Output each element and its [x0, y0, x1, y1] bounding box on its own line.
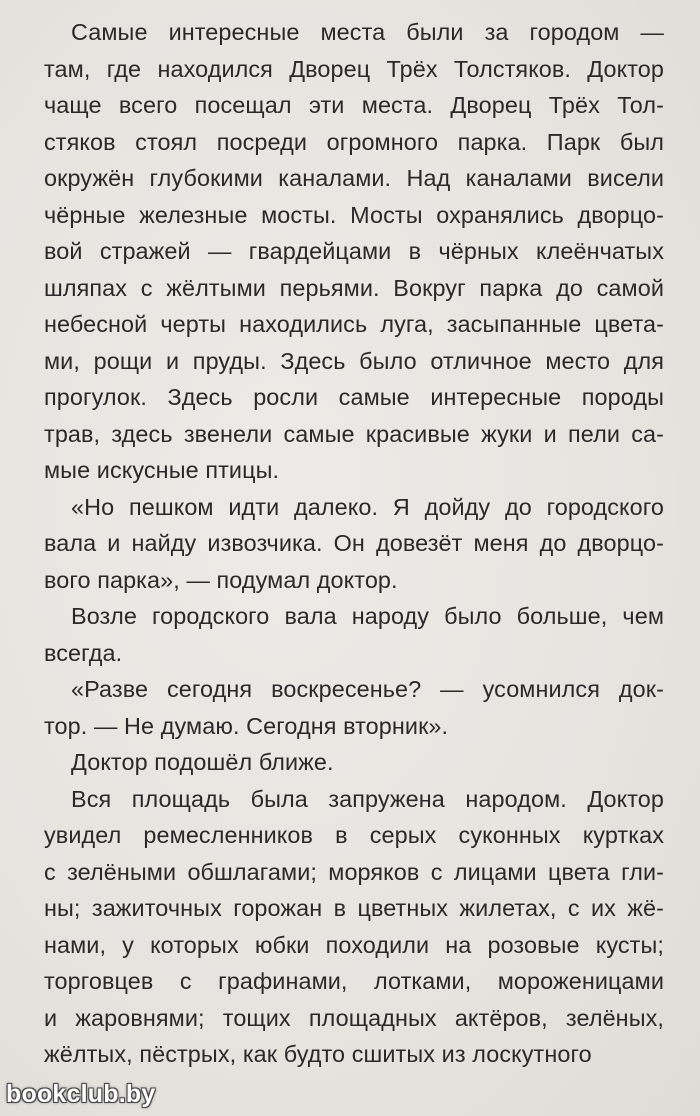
paragraph	[44, 14, 664, 489]
text-line: небесной черты находились луга, засыпанные цвета-	[44, 311, 664, 337]
text-line: вала и найду извозчика. Он довезёт меня до дворцо-	[44, 530, 664, 556]
text-line: ны; зажиточных горожан в цветных жилетах, с их жё-	[44, 895, 664, 921]
text-line: чаще всего посещал эти места. Дворец Трёх Тол-	[44, 92, 664, 118]
paragraph	[44, 598, 664, 671]
watermark-logo: bookclub.by	[6, 1080, 156, 1108]
text-line: Вся площадь была запружена народом. Доктор	[71, 785, 664, 812]
text-line: там, где находился Дворец Трёх Толстяков. Доктор	[44, 55, 664, 82]
text-line: с зелёными обшлагами; моряков с лицами цвета гли-	[44, 858, 664, 885]
text-line: жёлтых, пёстрых, как будто сшитых из лоскутного	[44, 1041, 592, 1067]
text-line: увидел ремесленников в серых суконных куртках	[44, 822, 664, 848]
text-line: окружён глубокими каналами. Над каналами висели	[44, 165, 664, 191]
text-line: вой стражей — гвардейцами в чёрных клеёнчатых	[44, 238, 664, 264]
text-line: стяков стоял посреди огромного парка. Парк был	[44, 128, 664, 155]
text-line: Возле городского вала народу было больше, чем	[71, 603, 664, 629]
paragraph	[44, 744, 664, 781]
text-line: ми, рощи и пруды. Здесь было отличное место для	[44, 347, 664, 374]
book-text	[44, 14, 664, 1073]
text-line: всегда.	[44, 639, 123, 666]
text-line: трав, здесь звенели самые красивые жуки и пели са-	[44, 420, 664, 447]
text-line: прогулок. Здесь росли самые интересные породы	[44, 384, 664, 410]
text-line: шляпах с жёлтыми перьями. Вокруг парка до самой	[44, 274, 664, 301]
text-line: чёрные железные мосты. Мосты охранялись дворцо-	[44, 201, 664, 228]
text-line: мые искусные птицы.	[44, 457, 280, 483]
text-line: «Но пешком идти далеко. Я дойду до городского	[71, 493, 664, 520]
text-line: Самые интересные места были за городом —	[71, 19, 664, 45]
paragraph	[44, 489, 664, 599]
text-line: торговцев с графинами, лотками, мороженицами	[44, 968, 664, 994]
text-line: вого парка», — подумал доктор.	[44, 566, 398, 593]
paragraph	[44, 671, 664, 744]
text-line: и жаровнями; тощих площадных актёров, зелёных,	[44, 1004, 664, 1031]
text-line: нами, у которых юбки походили на розовые кусты;	[44, 931, 664, 958]
text-line: Доктор подошёл ближе.	[71, 749, 334, 775]
text-line: «Разве сегодня воскресенье? — усомнился док-	[71, 676, 664, 702]
text-line: тор. — Не думаю. Сегодня вторник».	[44, 712, 449, 739]
paragraph	[44, 781, 664, 1073]
